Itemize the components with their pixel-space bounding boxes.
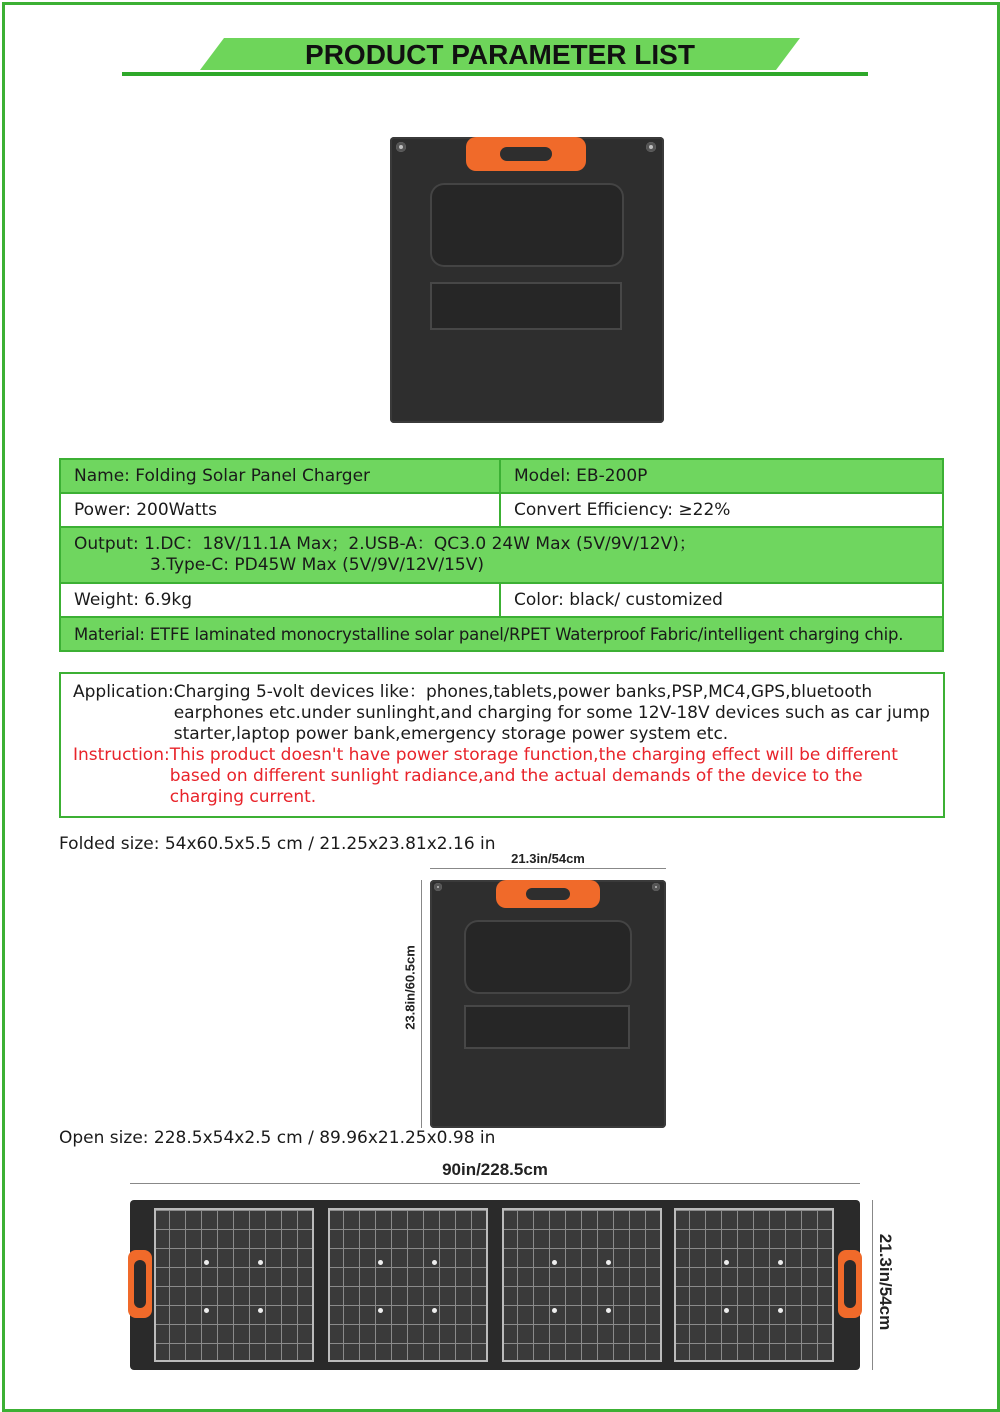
folded-width-line xyxy=(430,868,666,869)
application-box xyxy=(59,672,945,818)
spec-output-line2: 3.Type-C: PD45W Max (5V/9V/12V/15V) xyxy=(150,555,484,575)
solar-cell-block xyxy=(674,1208,834,1362)
folded-width-label: 21.3in/54cm xyxy=(511,851,585,866)
solar-cell-block xyxy=(154,1208,314,1362)
application-text: Charging 5-volt devices like：phones,tablets,power banks,PSP,MC4,GPS,bluetooth earphones etc.under sunlinght,and charging for some 12V-18V devices such as car jump starter,laptop power bank,emergency storage power system etc. xyxy=(173,682,930,744)
application-paragraph xyxy=(73,682,933,745)
spec-output xyxy=(60,527,943,583)
accessory-pouch xyxy=(430,183,624,267)
grommet-icon xyxy=(434,883,442,891)
accessory-pouch xyxy=(464,920,632,994)
label-patch xyxy=(464,1005,630,1049)
folded-size-caption: Folded size: 54x60.5x5.5 cm / 21.25x23.81x2.16 in xyxy=(59,834,496,854)
spec-efficiency: Convert Efficiency: ≥22% xyxy=(500,493,943,527)
instruction-label: Instruction: xyxy=(73,745,170,765)
solar-cell-block xyxy=(328,1208,488,1362)
product-image-open xyxy=(130,1200,860,1370)
grommet-icon xyxy=(652,883,660,891)
grommet-icon xyxy=(646,142,656,152)
open-width-line xyxy=(130,1183,860,1184)
table-row xyxy=(60,583,943,617)
application-label: Application: xyxy=(73,682,174,702)
instruction-paragraph xyxy=(73,745,933,808)
grommet-icon xyxy=(396,142,406,152)
page-title: PRODUCT PARAMETER LIST xyxy=(305,39,695,70)
solar-cell-block xyxy=(502,1208,662,1362)
spec-weight: Weight: 6.9kg xyxy=(60,583,500,617)
side-handle-left xyxy=(128,1250,152,1318)
instruction-text: This product doesn't have power storage function,the charging effect will be different based on different sunlight radiance,and the actual demands of the device to the charging current. xyxy=(169,745,898,807)
spec-model: Model: EB-200P xyxy=(500,459,943,493)
product-image-folded xyxy=(390,137,664,423)
open-height-line xyxy=(872,1200,873,1370)
table-row xyxy=(60,459,943,493)
carry-handle xyxy=(496,880,600,908)
spec-material: Material: ETFE laminated monocrystalline solar panel/RPET Waterproof Fabric/intelligent charging chip. xyxy=(60,617,943,651)
spec-power: Power: 200Watts xyxy=(60,493,500,527)
spec-table xyxy=(59,458,944,652)
product-image-folded-dimensioned xyxy=(430,880,666,1128)
table-row xyxy=(60,493,943,527)
spec-color: Color: black/ customized xyxy=(500,583,943,617)
spec-output-line1: Output: 1.DC：18V/11.1A Max；2.USB-A：QC3.0 24W Max (5V/9V/12V)； xyxy=(74,534,696,554)
folded-height-line xyxy=(421,880,422,1128)
label-patch xyxy=(430,282,622,330)
folded-height-label: 23.8in/60.5cm xyxy=(402,945,418,1030)
open-height-label: 21.3in/54cm xyxy=(876,1233,895,1331)
side-handle-right xyxy=(838,1250,862,1318)
carry-handle xyxy=(466,137,586,171)
open-size-caption: Open size: 228.5x54x2.5 cm / 89.96x21.25x0.98 in xyxy=(59,1128,496,1148)
header-underline xyxy=(122,72,868,76)
open-width-label: 90in/228.5cm xyxy=(442,1160,548,1179)
table-row xyxy=(60,617,943,651)
table-row xyxy=(60,527,943,583)
spec-name: Name: Folding Solar Panel Charger xyxy=(60,459,500,493)
